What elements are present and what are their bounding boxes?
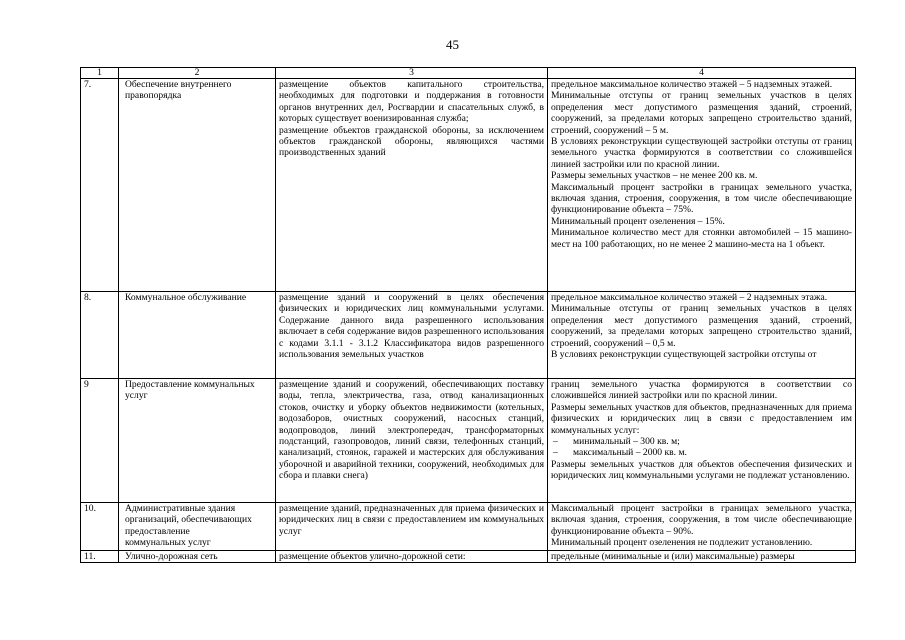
table-row xyxy=(81,551,856,563)
parameter-paragraph: границ земельного участка формируются в соответствии со сложившейся линией застройки или по красной линии. xyxy=(551,379,852,402)
use-parameters xyxy=(548,79,856,292)
use-type-name: Предоставление коммунальных услуг xyxy=(119,379,276,503)
use-type-name-line: коммунальных услуг xyxy=(125,537,211,549)
parameter-paragraph: В условиях реконструкции существующей застройки отступы от xyxy=(551,349,817,361)
parameter-paragraph: предельное максимальное количество этажей – 5 надземных этажей. xyxy=(551,79,833,90)
row-number: 11. xyxy=(81,551,119,563)
list-item xyxy=(551,447,852,458)
parameter-paragraph: Минимальный процент озеленения не подлежит установлению. xyxy=(551,537,813,549)
description-paragraph: размещение зданий и сооружений, обеспечивающих поставку воды, тепла, электричества, газа, отвод канализационных стоков, очистку и уборку объектов недвижимости (котельных, водозаборов, очистных сооружений, насосных станций, водопроводов, линий электропередач, трансформаторных подстанций, газопроводов, линий связи, телефонных станций, канализаций, стоянок, гаражей и мастерских для обслуживания уборочной и аварийной техники, сооружений, необходимых для сбора и плавки снега) xyxy=(279,379,544,482)
parameter-paragraph: Минимальный процент озеленения – 15%. xyxy=(551,215,725,227)
parameter-paragraph: Размеры земельных участков – не менее 200 кв. м. xyxy=(551,170,758,182)
use-parameters xyxy=(548,503,856,551)
use-type-name-line: предоставление xyxy=(125,525,190,537)
use-description xyxy=(276,79,548,292)
table-row xyxy=(81,503,856,551)
row-number: 8. xyxy=(81,292,119,379)
description-paragraph: размещение объектов гражданской обороны, за исключением объектов гражданской обороны, являющихся частями производственных зданий xyxy=(279,124,544,159)
use-parameters xyxy=(548,292,856,379)
use-type-name-line: организаций, обеспечивающих xyxy=(125,514,252,526)
use-description xyxy=(276,379,548,503)
header-col-2: 2 xyxy=(119,68,276,79)
parameter-paragraph: Максимальный процент застройки в границах земельного участка, включая здания, строения, сооружения, в том числе обеспечивающие функционирование объекта – 75%. xyxy=(551,181,852,216)
parameter-paragraph: Размеры земельных участков для объектов обеспечения физических и юридических лиц коммунальными услугами не подлежат установлению. xyxy=(551,458,852,482)
use-description xyxy=(276,551,548,563)
parameter-paragraph: предельные (минимальные и (или) максимальные) размеры xyxy=(551,551,795,562)
use-description xyxy=(276,292,548,379)
description-paragraph: размещение зданий и сооружений в целях обеспечения физических и юридических лиц коммунальными услугами. Содержание данного вида разрешенного использования включает в себя содержание видов разрешенного использования с кодами 3.1.1 - 3.1.2 Классификатора видов разрешенного использования земельных участков xyxy=(279,292,544,361)
parameter-paragraph: предельное максимальное количество этажей – 2 надземных этажа. xyxy=(551,292,828,303)
parameter-paragraph: Минимальные отступы от границ земельных участков в целях определения мест допустимого размещения зданий, строений, сооружений, за пределами которых запрещено строительство зданий, строений, сооружений – 0,5 м. xyxy=(551,303,852,349)
use-type-name: Коммунальное обслуживание xyxy=(119,292,276,379)
header-col-3: 3 xyxy=(276,68,548,79)
table-row xyxy=(81,292,856,379)
use-parameters xyxy=(548,379,856,503)
parameter-paragraph: Минимальное количество мест для стоянки автомобилей – 15 машино-мест на 100 работающих, но не менее 2 машино-места на 1 объект. xyxy=(551,227,852,250)
page-number: 45 xyxy=(446,37,459,52)
dash-marker: – xyxy=(553,436,558,448)
table-row xyxy=(81,79,856,292)
row-number: 9 xyxy=(81,379,119,503)
description-paragraph: размещение зданий, предназначенных для приема физических и юридических лиц в связи с предоставлением им коммунальных услуг xyxy=(279,503,544,537)
table-header-row xyxy=(81,68,856,79)
row-number: 10. xyxy=(81,503,119,551)
description-paragraph: размещение объектов улично-дорожной сети: xyxy=(279,551,466,562)
list-item-text: минимальный – 300 кв. м; xyxy=(573,436,680,448)
use-type-name xyxy=(119,503,276,551)
header-col-1: 1 xyxy=(81,68,119,79)
use-type-name: Улично-дорожная сеть xyxy=(119,551,276,563)
use-type-name: Обеспечение внутреннего правопорядка xyxy=(119,79,276,292)
description-paragraph: размещение объектов капитального строительства, необходимых для подготовки и поддержания в готовности органов внутренних дел, Росгвардии и спасательных служб, в которых существует военизированная служба; xyxy=(279,79,544,125)
header-col-4: 4 xyxy=(548,68,856,79)
parameter-paragraph: Размеры земельных участков для объектов, предназначенных для приема физических и юридических лиц в связи с предоставлением им коммунальных услуг: xyxy=(551,401,852,436)
list-item xyxy=(551,436,852,447)
row-number: 7. xyxy=(81,79,119,292)
dash-marker: – xyxy=(553,447,558,459)
use-parameters xyxy=(548,551,856,563)
list-item-text: максимальный – 2000 кв. м. xyxy=(573,447,687,459)
table-row xyxy=(81,379,856,503)
parameter-paragraph: Минимальные отступы от границ земельных участков в целях определения мест допустимого размещения зданий, строений, сооружений, за пределами которых запрещено строительство зданий, строений, сооружений – 5 м. xyxy=(551,90,852,136)
land-use-table xyxy=(80,67,856,563)
use-type-name-line: Административные здания xyxy=(125,503,236,514)
parameter-paragraph: Максимальный процент застройки в границах земельного участка, включая здания, строения, сооружения, в том числе обеспечивающие функционирование объекта – 90%. xyxy=(551,503,852,537)
parameter-paragraph: В условиях реконструкции существующей застройки отступы от границ земельного участка формируются в соответствии со сложившейся линией застройки или по красной линии. xyxy=(551,136,852,170)
use-description xyxy=(276,503,548,551)
